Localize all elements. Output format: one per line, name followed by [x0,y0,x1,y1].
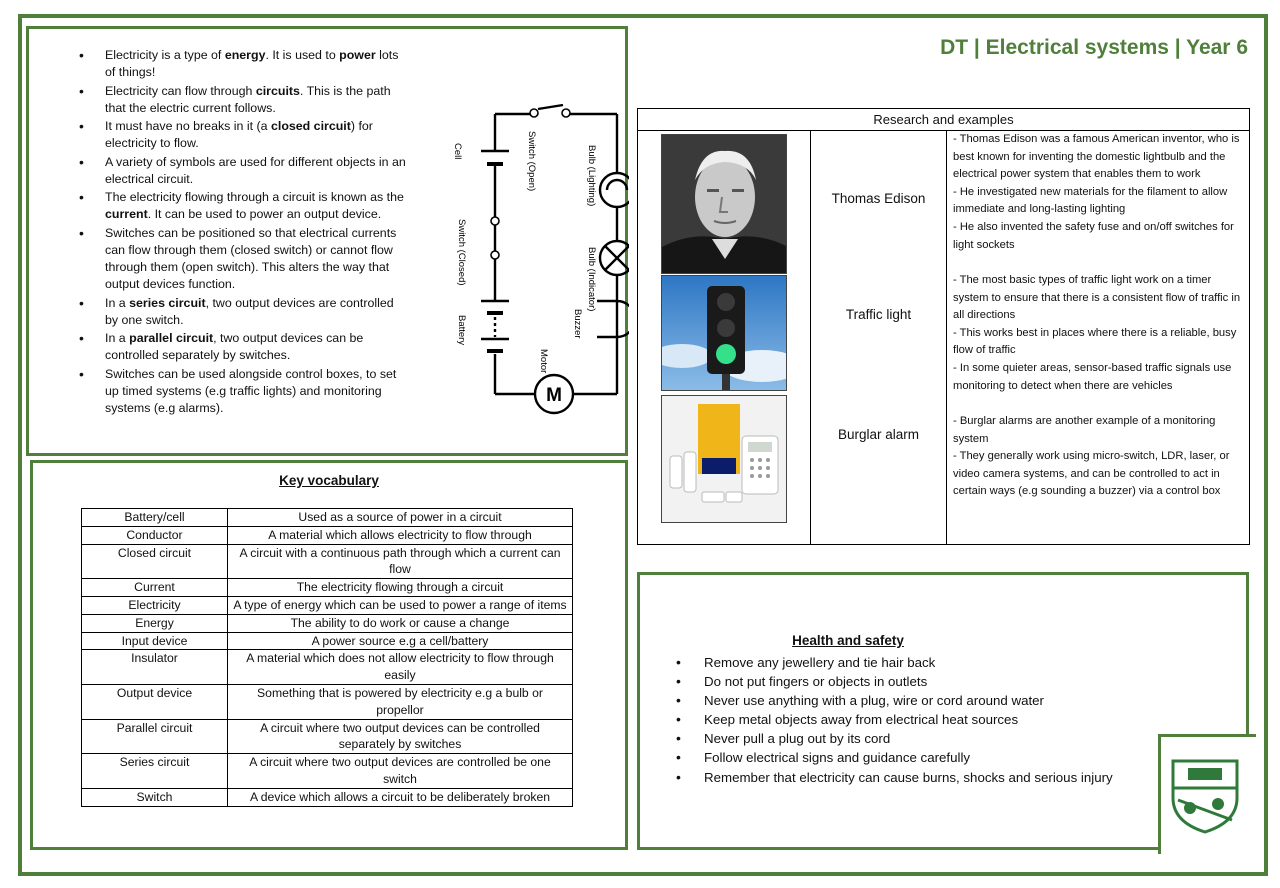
vocabulary-row [82,509,573,527]
research-desc-traffic-light: - The most basic types of traffic light work on a timer system to ensure that there is a consistent flow of traffic in all directions - This works best in places where there is a reliable, busy flow of traffic - In some quieter areas, sensor-based traffic signals use monitoring to detect when there are vehicles [953,274,1241,392]
vocabulary-row [82,788,573,806]
vocabulary-definition: The ability to do work or cause a change [228,614,573,632]
vocabulary-row [82,579,573,597]
health-safety-item: • Never use anything with a plug, wire or cord around water [676,691,1113,710]
intro-bullet: • In a parallel circuit, two output devices can be controlled separately by switches. [79,330,409,364]
research-name-burglar-alarm: Burglar alarm [837,427,920,442]
research-heading: Research and examples [638,109,1249,131]
vocabulary-term: Energy [82,614,228,632]
traffic-light-photo [661,275,787,391]
intro-bullet: • In a series circuit, two output devices are controlled by one switch. [79,295,409,329]
vocabulary-definition: A circuit where two output devices can be controlled separately by switches [228,719,573,754]
vocabulary-definition: The electricity flowing through a circuit [228,579,573,597]
vocabulary-term: Output device [82,684,228,719]
label-motor: Motor [538,349,549,374]
circuit-diagram [429,69,629,429]
vocabulary-term: Closed circuit [82,544,228,579]
vocabulary-definition: Used as a source of power in a circuit [228,509,573,527]
intro-bullet: • Switches can be positioned so that electrical currents can flow through them (closed switch) or cannot flow through them (open switch). This alters the way that output devices function. [79,225,409,293]
health-safety-item: • Remove any jewellery and tie hair back [676,653,1113,672]
vocabulary-term: Parallel circuit [82,719,228,754]
health-safety-item: • Keep metal objects away from electrical heat sources [676,710,1113,729]
vocabulary-definition: A material which allows electricity to flow through [228,526,573,544]
edison-photo [661,134,787,274]
health-safety-item: • Follow electrical signs and guidance carefully [676,748,1113,767]
vocabulary-row [82,614,573,632]
health-safety-item: • Never pull a plug out by its cord [676,729,1113,748]
label-bulb-indicator: Bulb (Indicator) [586,247,597,312]
health-safety-item: • Remember that electricity can cause burns, shocks and serious injury [676,768,1113,787]
vocabulary-row [82,719,573,754]
research-name-traffic-light: Traffic light [845,307,912,322]
health-safety-item: • Do not put fingers or objects in outlets [676,672,1113,691]
vocabulary-term: Insulator [82,650,228,685]
vocabulary-definition: A material which does not allow electricity to flow through easily [228,650,573,685]
vocabulary-definition: A circuit where two output devices are controlled be one switch [228,754,573,789]
burglar-alarm-photo [661,395,787,523]
research-name-edison: Thomas Edison [831,191,926,206]
label-cell: Cell [452,143,463,160]
vocabulary-row [82,526,573,544]
research-desc-burglar-alarm: - Burglar alarms are another example of a monitoring system - They generally work using micro-switch, LDR, laser, or video camera systems, and can be controlled to act in certain ways (e.g sounding a buzzer) via a control box [953,415,1230,498]
vocabulary-row [82,754,573,789]
vocabulary-term: Input device [82,632,228,650]
page-title: DT | Electrical systems | Year 6 [940,36,1248,59]
vocabulary-definition: A power source e.g a cell/battery [228,632,573,650]
vocabulary-definition: Something that is powered by electricity e.g a bulb or propellor [228,684,573,719]
vocabulary-row [82,544,573,579]
intro-bullet: • Switches can be used alongside control boxes, to set up timed systems (e.g traffic lights) and monitoring systems (e.g alarms). [79,366,409,417]
vocabulary-table [81,508,573,807]
intro-bullet: • Electricity is a type of energy. It is used to power lots of things! [79,47,409,81]
vocabulary-term: Electricity [82,596,228,614]
intro-bullet: • The electricity flowing through a circuit is known as the current. It can be used to power an output device. [79,189,409,223]
label-switch-closed: Switch (Closed) [456,219,467,286]
research-image-column [638,131,811,544]
vocabulary-row [82,684,573,719]
vocabulary-row [82,650,573,685]
intro-bullet: • A variety of symbols are used for different objects in an electrical circuit. [79,154,409,188]
health-safety-heading: Health and safety [792,633,904,648]
label-battery: Battery [456,315,467,346]
intro-panel [26,26,628,456]
intro-bullet: • Electricity can flow through circuits. This is the path that the electric current follows. [79,83,409,117]
health-safety-list [676,653,1113,787]
research-name-column [811,131,947,544]
intro-bullet: • It must have no breaks in it (a closed circuit) for electricity to flow. [79,118,409,152]
research-text-column [947,131,1249,544]
label-switch-open: Switch (Open) [526,131,537,192]
research-desc-edison: - Thomas Edison was a famous American inventor, who is best known for inventing the domestic lightbulb and the electrical power system that enables them to work - He investigated new materials for the filament to allow immediate and long-lasting lighting - He also invented the safety fuse and on/off switches for light sockets [953,133,1240,251]
vocabulary-row [82,632,573,650]
motor-symbol: M [546,385,562,406]
vocabulary-term: Series circuit [82,754,228,789]
vocabulary-heading: Key vocabulary [279,473,379,488]
vocabulary-definition: A device which allows a circuit to be deliberately broken [228,788,573,806]
vocabulary-row [82,596,573,614]
vocabulary-panel [30,460,628,850]
school-crest-icon [1170,758,1240,834]
label-buzzer: Buzzer [572,309,583,339]
vocabulary-definition: A type of energy which can be used to power a range of items [228,596,573,614]
vocabulary-term: Battery/cell [82,509,228,527]
research-table [637,108,1250,545]
vocabulary-term: Switch [82,788,228,806]
label-bulb-lighting: Bulb (Lighting) [586,145,597,207]
vocabulary-term: Current [82,579,228,597]
vocabulary-definition: A circuit with a continuous path through which a current can flow [228,544,573,579]
vocabulary-term: Conductor [82,526,228,544]
intro-bullet-list [79,47,409,418]
